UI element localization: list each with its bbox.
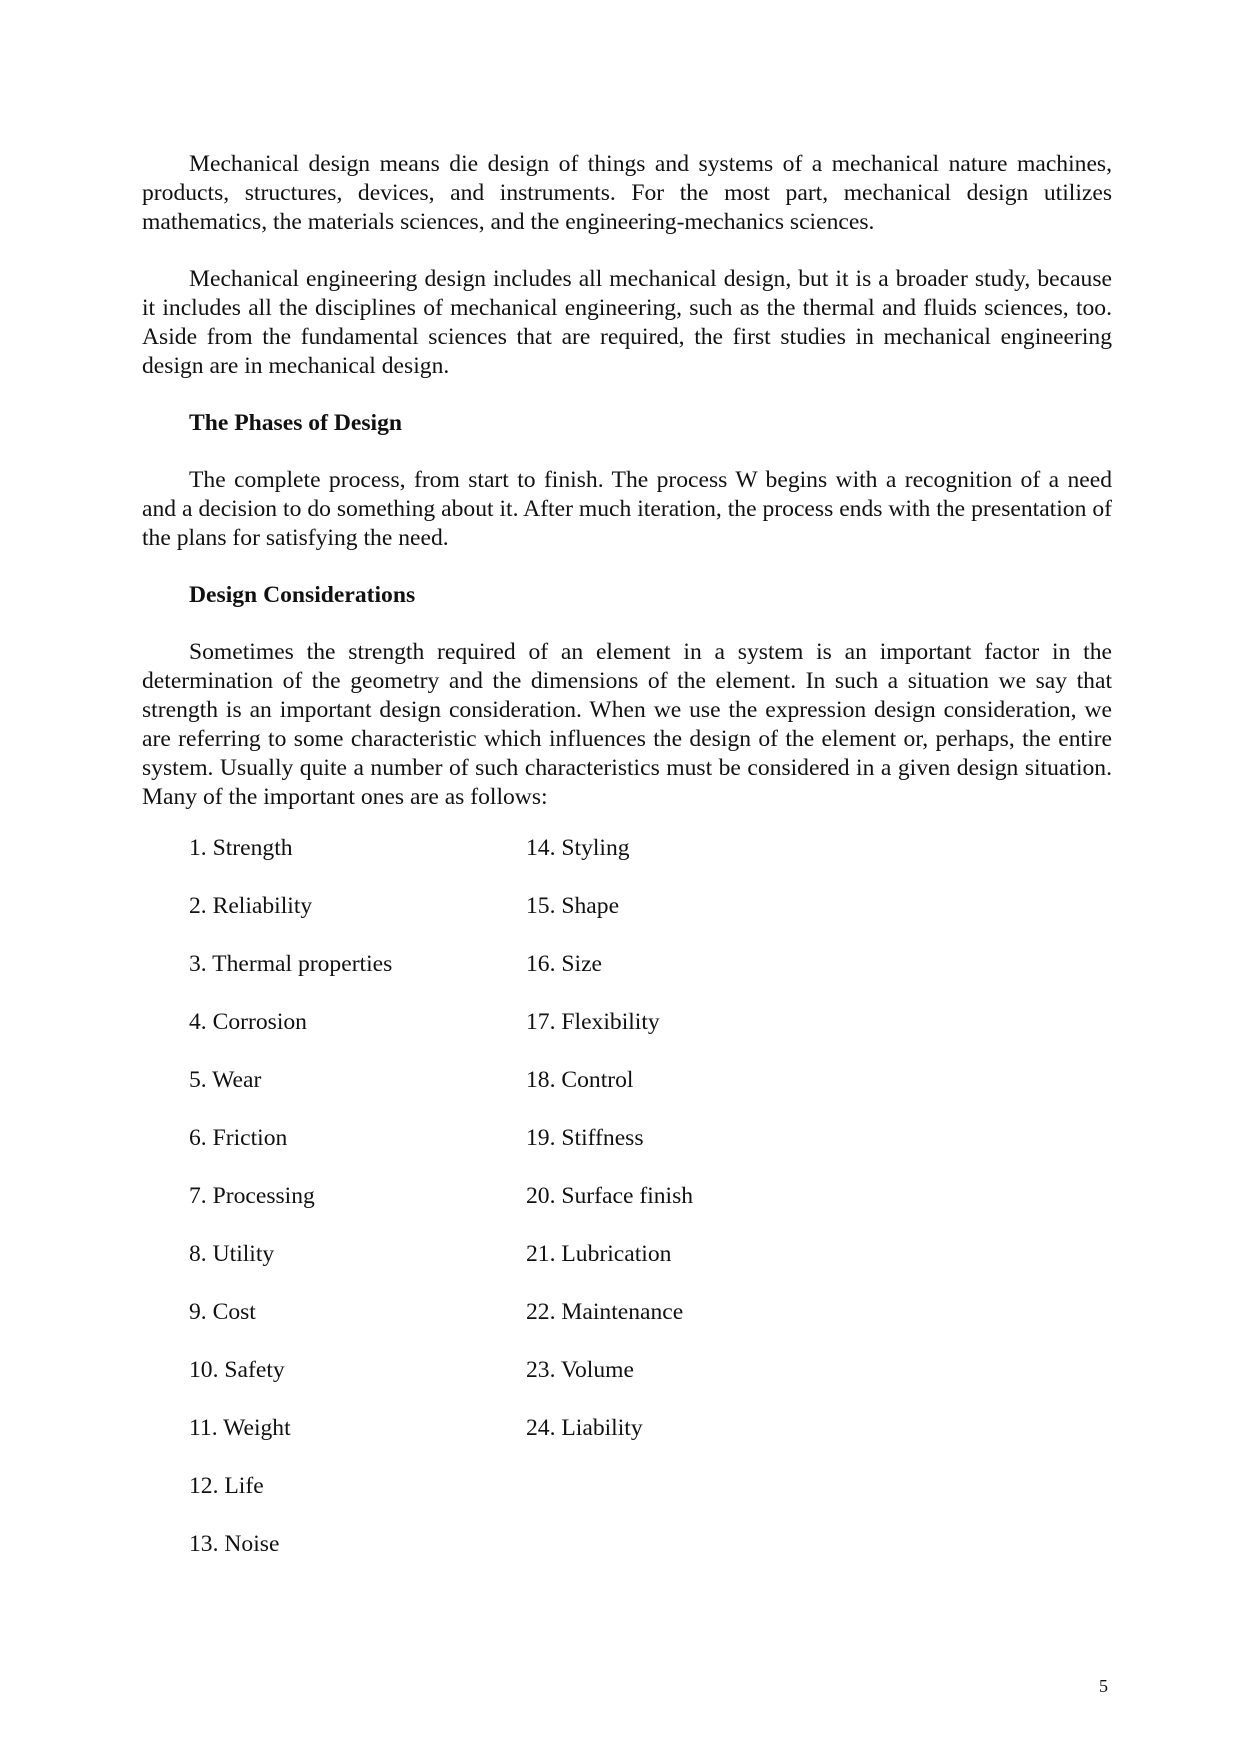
- list-item: 10. Safety: [189, 1357, 285, 1383]
- list-item: 3. Thermal properties: [189, 951, 393, 977]
- list-item: 11. Weight: [189, 1415, 291, 1441]
- list-item: 20. Surface finish: [526, 1183, 694, 1209]
- list-item: 22. Maintenance: [526, 1299, 684, 1325]
- list-item: 14. Styling: [526, 835, 630, 861]
- list-item: 19. Stiffness: [526, 1125, 644, 1151]
- list-item: 24. Liability: [526, 1415, 643, 1441]
- heading-design-considerations: Design Considerations: [189, 582, 416, 608]
- paragraph-mechanical-design: Mechanical design means die design of things and systems of a mechanical nature machines, products, structures, devices, and instruments. For the most part, mechanical design utilizes mathematics, the materials sciences, and the engineering-mechanics sciences.: [142, 151, 1112, 235]
- list-item: 15. Shape: [526, 893, 620, 919]
- list-item: 18. Control: [526, 1067, 634, 1093]
- list-item: 6. Friction: [189, 1125, 288, 1151]
- paragraph-mechanical-engineering-design: Mechanical engineering design includes all mechanical design, but it is a broader study, because it includes all the disciplines of mechanical engineering, such as the thermal and fluids sciences, too. Aside from the fundamental sciences that are required, the first studies in mechanical engineering design are in mechanical design.: [142, 266, 1112, 379]
- list-item: 16. Size: [526, 951, 603, 977]
- list-item: 23. Volume: [526, 1357, 634, 1383]
- list-item: 12. Life: [189, 1473, 264, 1499]
- considerations-list-left: [189, 834, 392, 1588]
- document-page: [142, 150, 1112, 1557]
- considerations-list-right: [526, 834, 693, 1472]
- list-item: 7. Processing: [189, 1183, 315, 1209]
- list-item: 17. Flexibility: [526, 1009, 660, 1035]
- list-item: 13. Noise: [189, 1531, 280, 1557]
- list-item: 4. Corrosion: [189, 1009, 307, 1035]
- list-item: 9. Cost: [189, 1299, 256, 1325]
- list-item: 5. Wear: [189, 1067, 262, 1093]
- heading-phases-of-design: The Phases of Design: [189, 410, 403, 436]
- list-item: 1. Strength: [189, 835, 293, 861]
- list-item: 21. Lubrication: [526, 1241, 672, 1267]
- paragraph-design-process: The complete process, from start to finish. The process W begins with a recognition of a need and a decision to do something about it. After much iteration, the process ends with the presentation of the plans for satisfying the need.: [142, 467, 1112, 551]
- list-item: 2. Reliability: [189, 893, 313, 919]
- paragraph-considerations-intro: Sometimes the strength required of an element in a system is an important factor in the determination of the geometry and the dimensions of the element. In such a situation we say that strength is an important design consideration. When we use the expression design consideration, we are referring to some characteristic which influences the design of the element or, perhaps, the entire system. Usually quite a number of such characteristics must be considered in a given design situation. Many of the important ones are as follows:: [142, 639, 1112, 810]
- list-item: 8. Utility: [189, 1241, 275, 1267]
- page-number: 5: [1099, 1676, 1108, 1696]
